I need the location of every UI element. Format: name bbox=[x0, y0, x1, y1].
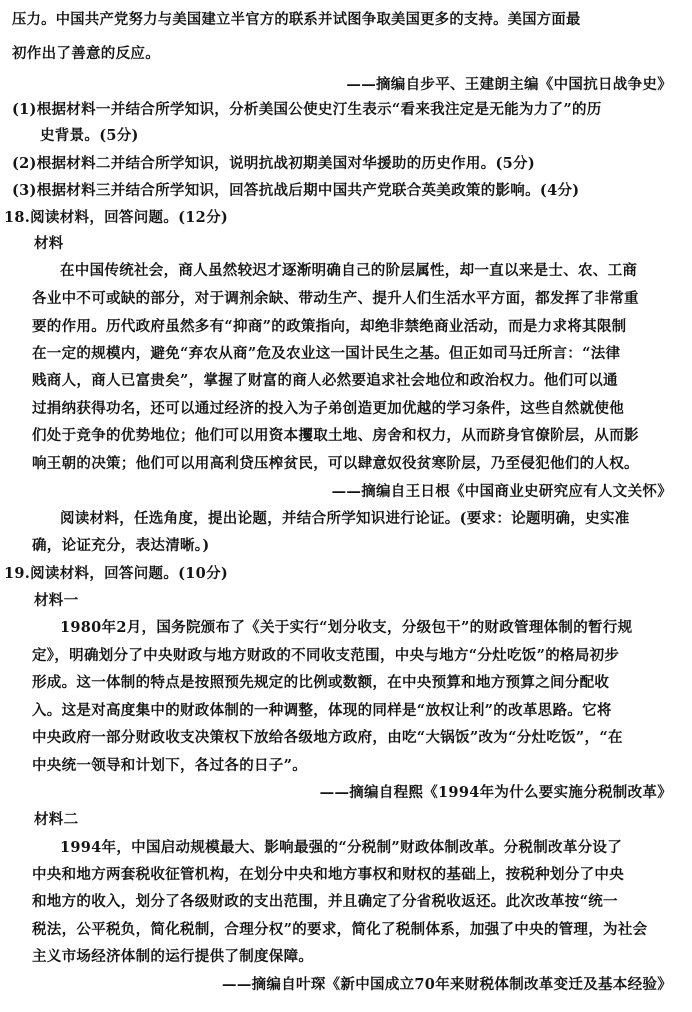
q18-para-line-5: 贱商人，商人已富贵矣”，掌握了财富的商人必然要追求社会地位和政治权力。他们可以通 bbox=[32, 372, 618, 389]
q17-sub1-line-2: 史背景。(5分) bbox=[40, 127, 139, 144]
q19-m1-line-1: 1980年2月，国务院颁布了《关于实行“划分收支，分级包干”的财政管理体制的暂行规 bbox=[60, 619, 633, 636]
q19-title: 19.阅读材料，回答问题。(10分) bbox=[4, 565, 229, 582]
q19-m1-source: ——摘编自程熙《1994年为什么要实施分税制改革》 bbox=[319, 784, 672, 801]
q19-m2-source: ——摘编自叶琛《新中国成立70年来财税体制改革变迁及基本经验》 bbox=[222, 976, 672, 993]
q18-title: 18.阅读材料，回答问题。(12分) bbox=[4, 209, 229, 226]
q19-material-1-label: 材料一 bbox=[34, 592, 79, 609]
prev-material-line-1: 压力。中国共产党努力与美国建立半官方的联系并试图争取美国更多的支持。美国方面最 bbox=[12, 11, 581, 28]
q18-source: ——摘编自王日根《中国商业史研究应有人文关怀》 bbox=[331, 483, 672, 500]
q18-material-label: 材料 bbox=[34, 235, 64, 252]
q18-para-line-2: 各业中不可或缺的部分，对于调剂余缺、带动生产、提升人们生活水平方面，都发挥了非常重 bbox=[32, 290, 639, 307]
q19-m2-line-3: 和地方的收入，划分了各级财政的支出范围，并且确定了分省税收返还。此次改革按“统一 bbox=[32, 893, 618, 910]
q19-m1-line-3: 形成。这一体制的特点是按照预先规定的比例或数额，在中央预算和地方预算之间分配收 bbox=[32, 674, 610, 691]
q19-material-2-label: 材料二 bbox=[34, 811, 79, 828]
q17-sub3: (3)根据材料三并结合所学知识，回答抗战后期中国共产党联合英美政策的影响。(4分) bbox=[12, 182, 580, 199]
q19-m1-line-2: 定》，明确划分了中央财政与地方财政的不同收支范围，中央与地方“分灶吃饭”的格局初步 bbox=[32, 647, 620, 664]
prev-material-line-2: 初作出了善意的反应。 bbox=[12, 45, 160, 62]
q18-task-line-2: 确，论证充分，表达清晰。) bbox=[32, 537, 210, 554]
q18-task-line-1: 阅读材料，任选角度，提出论题，并结合所学知识进行论证。(要求：论题明确，史实准 bbox=[60, 510, 630, 527]
q19-m1-line-5: 中央政府一部分财政收支决策权下放给各级地方政府，由吃“大锅饭”改为“分灶吃饭”，“在 bbox=[32, 729, 623, 746]
q19-m1-line-6: 中央统一领导和计划下，各过各的日子”。 bbox=[32, 757, 308, 774]
prev-material-source: ——摘编自步平、王建朗主编《中国抗日战争史》 bbox=[346, 76, 672, 93]
q18-para-line-8: 响王朝的决策；他们可以用高利贷压榨贫民，可以肆意奴役贫寒阶层，乃至侵犯他们的人权。 bbox=[32, 455, 639, 472]
q17-sub2: (2)根据材料二并结合所学知识，说明抗战初期美国对华援助的历史作用。(5分) bbox=[12, 155, 536, 172]
q19-m1-line-4: 入。这是对高度集中的财政体制的一种调整，体现的同样是“放权让利”的改革思路。它将 bbox=[32, 702, 612, 719]
q18-para-line-3: 要的作用。历代政府虽然多有“抑商”的政策指向，却绝非禁绝商业活动，而是力求将其限制 bbox=[32, 318, 627, 335]
q19-m2-line-2: 中央和地方两套税收征管机构，在划分中央和地方事权和财权的基础上，按税种划分了中央 bbox=[32, 866, 624, 883]
q19-m2-line-5: 主义市场经济体制的运行提供了制度保障。 bbox=[32, 948, 314, 965]
q17-sub1-line-1: (1)根据材料一并结合所学知识，分析美国公使史汀生表示“看来我注定是无能为力了”的历 bbox=[12, 101, 602, 118]
q18-para-line-7: 们处于竞争的优势地位；他们可以用资本攫取土地、房舍和权力，从而跻身官僚阶层，从而影 bbox=[32, 427, 639, 444]
q18-para-line-1: 在中国传统社会，商人虽然较迟才逐渐明确自己的阶层属性，却一直以来是士、农、工商 bbox=[60, 262, 638, 279]
q18-para-line-6: 过捐纳获得功名，还可以通过经济的投入为子弟创造更加优越的学习条件，这些自然就使他 bbox=[32, 400, 624, 417]
q18-para-line-4: 在一定的规模内，避免“弃农从商”危及农业这一国计民生之基。但正如司马迁所言：“法律 bbox=[32, 345, 621, 362]
q19-m2-line-1: 1994年，中国启动规模最大、影响最强的“分税制”财政体制改革。分税制改革分设了 bbox=[60, 839, 623, 856]
q19-m2-line-4: 税法，公平税负，简化税制，合理分权”的要求，简化了税制体系，加强了中央的管理，为社会 bbox=[32, 921, 648, 938]
